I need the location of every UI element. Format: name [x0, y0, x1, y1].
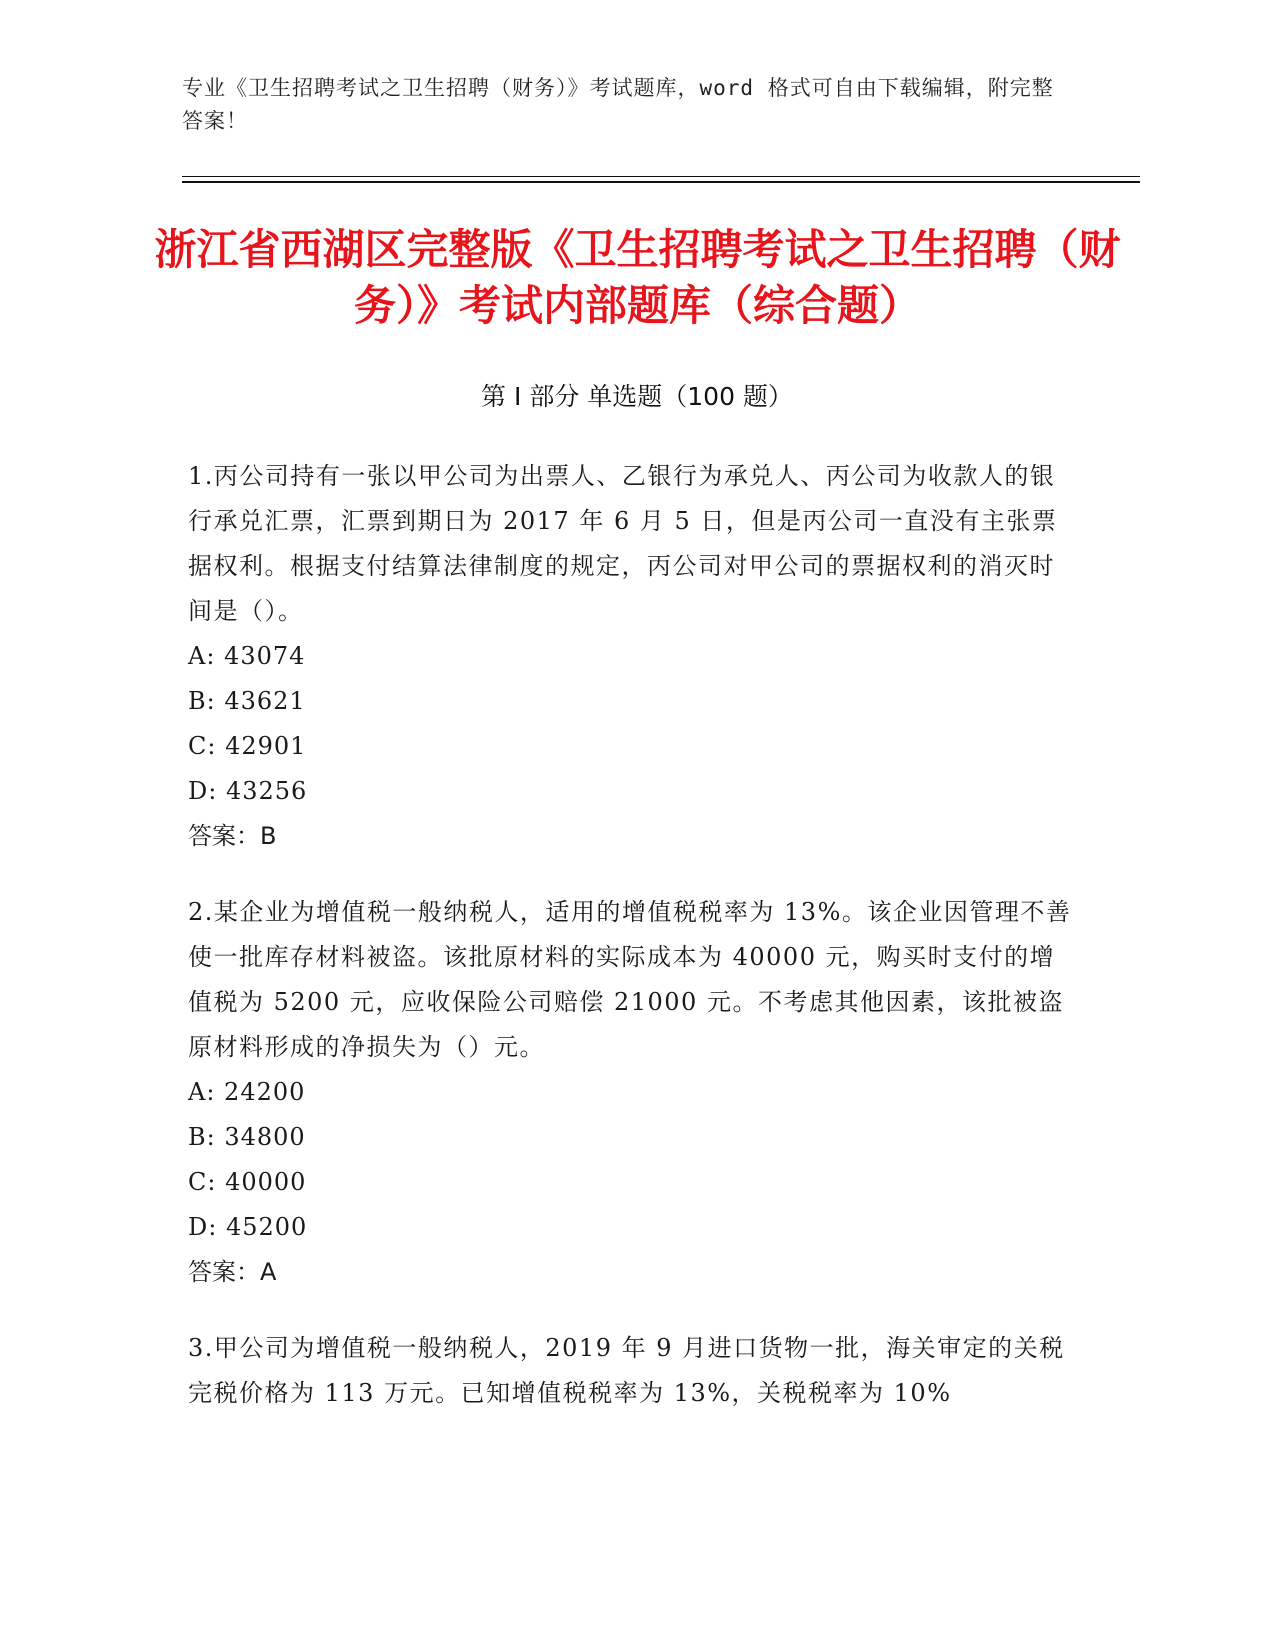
question-stem: 3.甲公司为增值税一般纳税人，2019 年 9 月进口货物一批，海关审定的关税完税价格为 113 万元。已知增值税税率为 13%，关税税率为 10% [188, 1334, 1065, 1407]
header-note: 专业《卫生招聘考试之卫生招聘（财务）》考试题库，word 格式可自由下载编辑，附完整答案！ [182, 76, 1054, 133]
option-d: D: 45200 [188, 1213, 308, 1241]
section-title: 第 I 部分 单选题（100 题） [481, 382, 793, 411]
question-1 [188, 454, 1078, 859]
answer: 答案：A [188, 1258, 277, 1286]
option-b: B: 34800 [188, 1123, 306, 1151]
option-c: C: 40000 [188, 1168, 307, 1196]
question-2 [188, 890, 1078, 1295]
header-rule-thin [182, 176, 1140, 177]
option-d: D: 43256 [188, 777, 308, 805]
option-c: C: 42901 [188, 732, 307, 760]
option-a: A: 43074 [188, 642, 306, 670]
option-b: B: 43621 [188, 687, 306, 715]
document-title: 浙江省西湖区完整版《卫生招聘考试之卫生招聘（财务）》考试内部题库（综合题） [154, 225, 1121, 330]
answer: 答案：B [188, 822, 277, 850]
question-stem: 2.某企业为增值税一般纳税人，适用的增值税税率为 13%。该企业因管理不善使一批库存材料被盗。该批原材料的实际成本为 40000 元，购买时支付的增值税为 5200 元，应收保险公司赔偿 21000 元。不考虑其他因素，该批被盗原材料形成的净损失为（）元。 [188, 898, 1072, 1061]
option-a: A: 24200 [188, 1078, 306, 1106]
question-stem: 1.丙公司持有一张以甲公司为出票人、乙银行为承兑人、丙公司为收款人的银行承兑汇票，汇票到期日为 2017 年 6 月 5 日，但是丙公司一直没有主张票据权利。根据支付结算法律制度的规定，丙公司对甲公司的票据权利的消灭时间是（）。 [188, 462, 1058, 625]
question-3 [188, 1326, 1078, 1416]
header-rule-thick [182, 181, 1140, 183]
